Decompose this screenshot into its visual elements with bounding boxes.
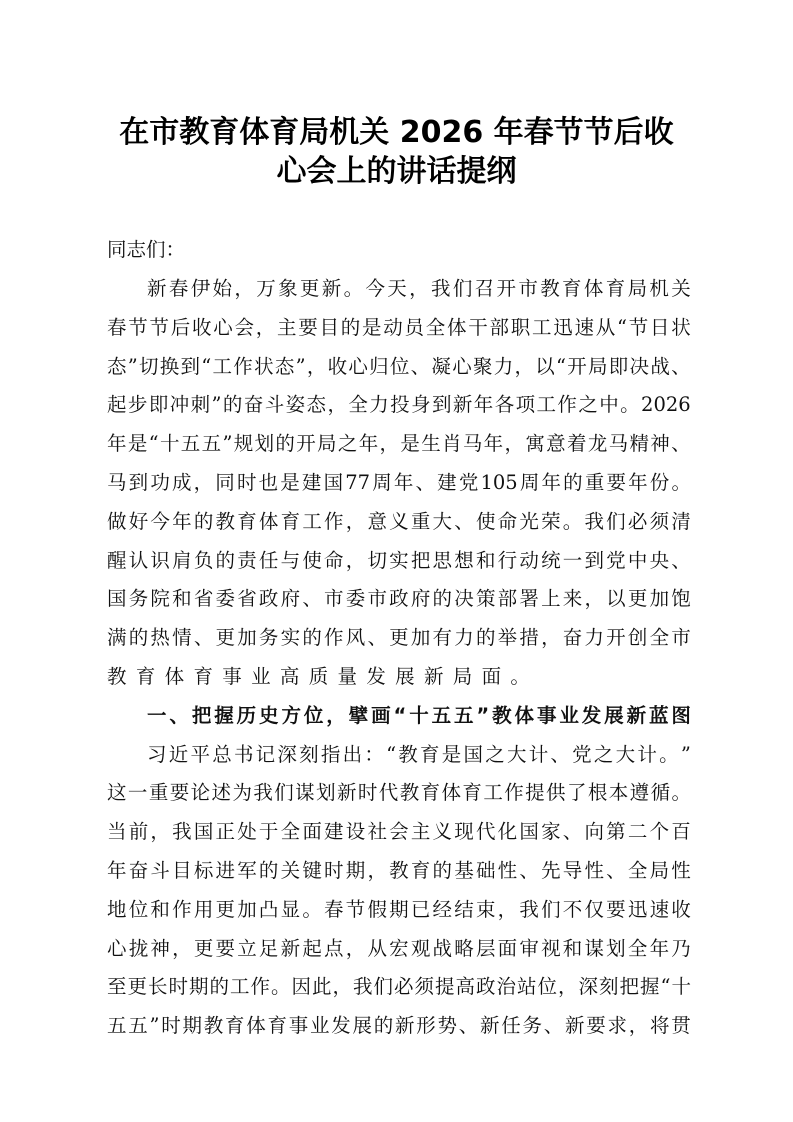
body-line — [147, 274, 691, 304]
line-text: 这 一 重 要 论 述 为 我 们 谋 划 新 时 代 教 育 体 育 工 作 提 供 了 根 本 遵 循 。 — [107, 781, 691, 805]
body-line — [107, 1011, 691, 1041]
line-text: 年 奋 斗 目 标 进 军 的 关 键 时 期 ， 教 育 的 基 础 性 、 先 导 性 、 全 局 性 — [107, 859, 691, 882]
line-text: 马 到 功 成 ， 同 时 也 是 建 国 77 周 年 、 建 党 105 周 年 的 重 要 年 份 。 — [107, 471, 691, 494]
line-text: 起 步 即 冲 刺 ” 的 奋 斗 姿 态 ， 全 力 投 身 到 新 年 各 项 工 作 之 中 。 2026 — [107, 393, 691, 417]
line-text: 地 位 和 作 用 更 加 凸 显 。 春 节 假 期 已 经 结 束 ， 我 们 不 仅 要 迅 速 收 — [107, 897, 691, 921]
body-line — [107, 313, 691, 343]
line-text: 当 前 ， 我 国 正 处 于 全 面 建 设 社 会 主 义 现 代 化 国 家 、 向 第 二 个 百 — [107, 820, 691, 844]
body-line — [147, 740, 691, 770]
body-line — [107, 856, 691, 886]
body-line — [107, 468, 691, 498]
line-text: 心 拢 神 ， 更 要 立 足 新 起 点 ， 从 宏 观 战 略 层 面 审 视 和 谋 划 全 年 乃 — [107, 936, 691, 960]
line-text: 新 春 伊 始 ， 万 象 更 新 。 今 天 ， 我 们 召 开 市 教 育 体 育 局 机 关 — [147, 277, 691, 300]
line-text: 习 近 平 总 书 记 深 刻 指 出 ： “ 教 育 是 国 之 大 计 、 党 之 大 计 。 ” — [147, 742, 691, 766]
line-text: 醒 认 识 肩 负 的 责 任 与 使 命 ， 切 实 把 思 想 和 行 动 统 一 到 党 中 央 、 — [107, 548, 691, 572]
section-heading — [147, 701, 691, 731]
line-text: 一 、 把 握 历 史 方 位 ， 擘 画 “ 十 五 五 ” 教 体 事 业 发 展 新 蓝 图 — [147, 703, 691, 727]
body-line — [107, 507, 691, 537]
document-title-line-2: 心会上的讲话提纲 — [276, 154, 517, 189]
body-line — [107, 546, 691, 576]
body-line — [107, 623, 691, 653]
line-text: 五 五 ” 时 期 教 育 体 育 事 业 发 展 的 新 形 势 、 新 任 务 、 新 要 求 ， 将 贯 — [107, 1014, 691, 1038]
line-text: 教 育 体 育 事 业 高 质 量 发 展 新 局 面 。 — [107, 665, 540, 688]
body-line — [107, 352, 691, 382]
document-title-line-1: 在市教育体育局机关 2026 年春节节后收 — [119, 115, 674, 150]
line-text: 至 更 长 时 期 的 工 作 。 因 此 ， 我 们 必 须 提 高 政 治 站 位 ， 深 刻 把 握 “ 十 — [107, 975, 691, 999]
body-line — [107, 584, 691, 614]
body-line — [107, 662, 691, 692]
salutation: 同志们： — [107, 238, 186, 261]
body-line — [107, 778, 691, 808]
line-text: 满 的 热 情 、 更 加 务 实 的 作 风 、 更 加 有 力 的 举 措 ， 奋 力 开 创 全 市 — [107, 626, 691, 650]
body-line — [107, 972, 691, 1002]
line-text: 春 节 节 后 收 心 会 ， 主 要 目 的 是 动 员 全 体 干 部 职 工 迅 速 从 “ 节 日 状 — [107, 315, 691, 339]
line-text: 国 务 院 和 省 委 省 政 府 、 市 委 市 政 府 的 决 策 部 署 上 来 ， 以 更 加 饱 — [107, 587, 691, 611]
body-line — [107, 817, 691, 847]
body-line — [107, 934, 691, 964]
line-text: 态 ” 切 换 到 “ 工 作 状 态 ” ， 收 心 归 位 、 凝 心 聚 力 ， 以 “ 开 局 即 决 战 、 — [107, 354, 691, 378]
body-line — [107, 895, 691, 925]
body-line — [107, 390, 691, 420]
body-line — [107, 429, 691, 459]
line-text: 做 好 今 年 的 教 育 体 育 工 作 ， 意 义 重 大 、 使 命 光 荣 。 我 们 必 须 清 — [107, 509, 691, 533]
line-text: 年 是 “ 十 五 五 ” 规 划 的 开 局 之 年 ， 是 生 肖 马 年 ， 寓 意 着 龙 马 精 神 、 — [107, 432, 691, 456]
